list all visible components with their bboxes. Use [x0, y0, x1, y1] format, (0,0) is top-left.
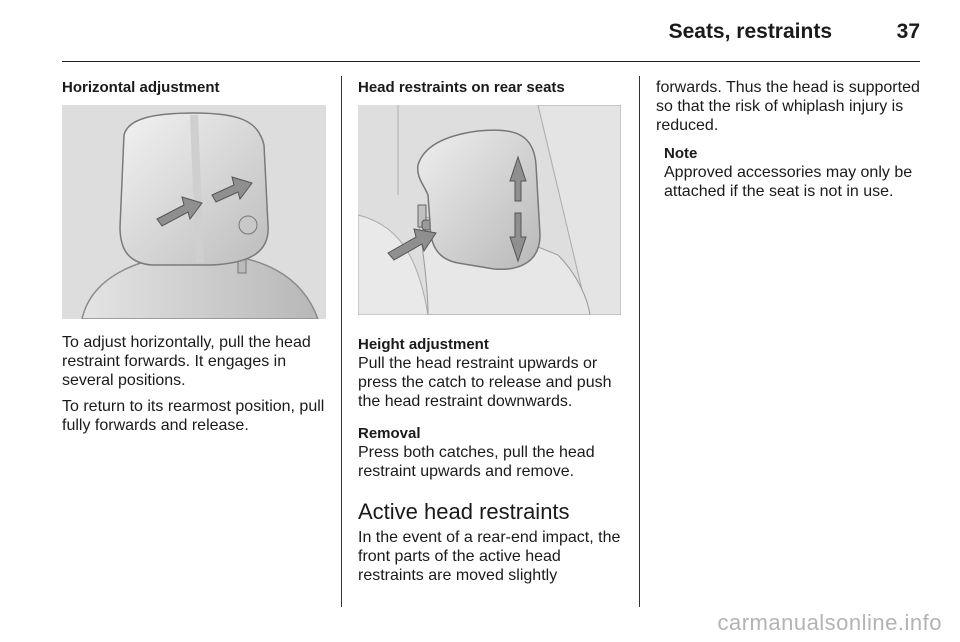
removal-title: Removal [358, 425, 421, 442]
rear-head-restraints-heading: Head restraints on rear seats [358, 79, 565, 96]
headrest-horizontal-drawing [62, 105, 326, 319]
headrest-horizontal-illustration [62, 105, 326, 319]
column-divider-2 [639, 76, 640, 607]
return-position-text: To return to its rearmost position, pull fully forwards and release. [62, 398, 325, 434]
removal-text: Press both catches, pull the head restraint upwards and remove. [358, 444, 595, 480]
rear-headrest-drawing [358, 105, 621, 315]
note-title: Note [664, 145, 698, 162]
rear-headrest-illustration [358, 105, 621, 315]
page-number: 37 [896, 20, 920, 43]
horizontal-adjustment-text: To adjust horizontally, pull the head restraint forwards. It engages in several positions. [62, 334, 311, 389]
column-divider-1 [341, 76, 342, 607]
height-adjustment-title: Height adjustment [358, 336, 489, 353]
header-rule [62, 61, 920, 62]
column-1 [62, 78, 327, 442]
active-head-restraints-heading: Active head restraints [358, 499, 570, 524]
height-adjustment-text: Pull the head restraint upwards or press the catch to release and push the head restraint downwards. [358, 355, 612, 410]
whiplash-text: forwards. Thus the head is supported so that the risk of whiplash injury is reduced. [656, 79, 920, 134]
active-head-restraints-text: In the event of a rear-end impact, the front parts of the active head restraints are moved slightly [358, 529, 621, 584]
note-text: Approved accessories may only be attached if the seat is not in use. [664, 164, 913, 200]
page-title: Seats, restraints [668, 20, 832, 43]
horizontal-adjustment-heading: Horizontal adjustment [62, 79, 220, 96]
note-box [656, 145, 922, 201]
watermark-link[interactable]: carmanualsonline.info [717, 610, 942, 635]
column-2 [358, 78, 626, 592]
column-3 [656, 78, 922, 208]
